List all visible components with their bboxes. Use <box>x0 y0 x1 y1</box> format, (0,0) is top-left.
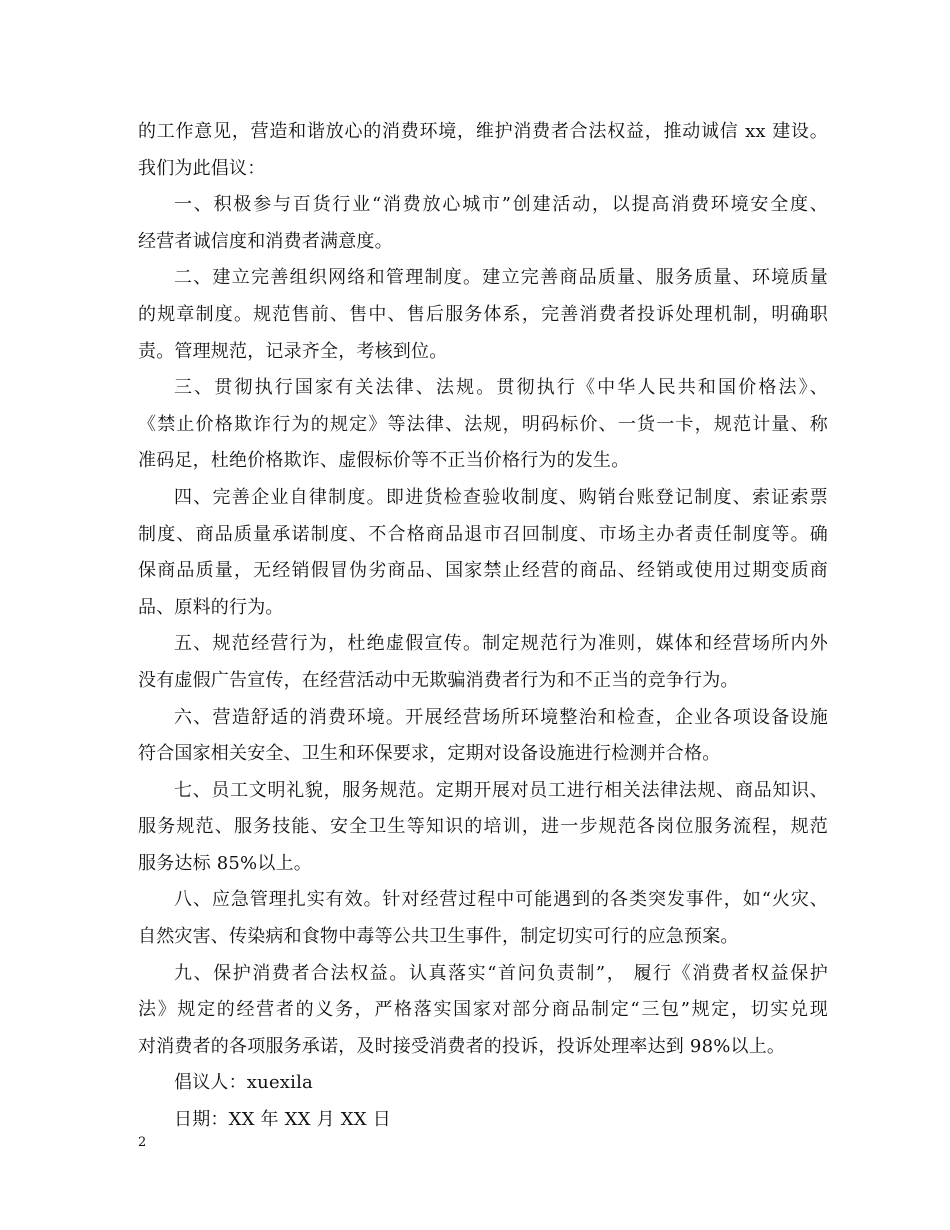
proposer-line: 倡议人：xuexila <box>174 1072 313 1094</box>
text-line: 服务规范、服务技能、安全卫生等知识的培训，进一步规范各岗位服务流程，规范 <box>138 816 828 838</box>
text-line: 三、贯彻执行国家有关法律、法规。贯彻执行《中华人民共和国价格法》、 <box>174 377 828 399</box>
text-line: 的规章制度。规范售前、售中、售后服务体系，完善消费者投诉处理机制，明确职 <box>138 303 828 325</box>
text-line: 八、应急管理扎实有效。针对经营过程中可能遇到的各类突发事件，如“火灾、 <box>174 889 828 911</box>
page-number: 2 <box>138 1135 147 1150</box>
text-line: 二、建立完善组织网络和管理制度。建立完善商品质量、服务质量、环境质量 <box>174 267 828 289</box>
text-line: 制度、商品质量承诺制度、不合格商品退市召回制度、市场主办者责任制度等。确 <box>138 523 828 545</box>
text-line: 一、积极参与百货行业“消费放心城市”创建活动，以提高消费环境安全度、 <box>174 194 828 216</box>
text-line: 经营者诚信度和消费者满意度。 <box>138 230 393 252</box>
text-line: 准码足，杜绝价格欺诈、虚假标价等不正当价格行为的发生。 <box>138 450 630 472</box>
text-line: 九、保护消费者合法权益。认真落实“首问负责制”， 履行《消费者权益保护 <box>174 962 828 984</box>
text-line: 品、原料的行为。 <box>138 596 284 618</box>
text-line: 没有虚假广告宣传，在经营活动中无欺骗消费者行为和不正当的竞争行为。 <box>138 669 739 691</box>
document-body <box>138 114 828 1139</box>
text-line: 保商品质量，无经销假冒伪劣商品、国家禁止经营的商品、经销或使用过期变质商 <box>138 560 828 582</box>
date-line: 日期：XX 年 XX 月 XX 日 <box>174 1109 391 1131</box>
text-line: 六、营造舒适的消费环境。开展经营场所环境整治和检查，企业各项设备设施 <box>174 706 828 728</box>
text-line: 《禁止价格欺诈行为的规定》等法律、法规，明码标价、一货一卡，规范计量、称 <box>138 413 828 435</box>
text-line: 服务达标 85%以上。 <box>138 852 312 874</box>
text-line: 责。管理规范，记录齐全，考核到位。 <box>138 340 448 362</box>
text-line: 法》规定的经营者的义务，严格落实国家对部分商品制定“三包”规定，切实兑现 <box>138 999 828 1021</box>
text-line: 五、规范经营行为，杜绝虚假宣传。制定规范行为准则，媒体和经营场所内外 <box>174 633 828 655</box>
text-line: 的工作意见，营造和谐放心的消费环境，维护消费者合法权益，推动诚信 xx 建设。 <box>138 121 828 142</box>
text-line: 七、员工文明礼貌，服务规范。定期开展对员工进行相关法律法规、商品知识、 <box>174 779 828 801</box>
text-line: 符合国家相关安全、卫生和环保要求，定期对设备设施进行检测并合格。 <box>138 743 721 765</box>
text-line: 我们为此倡议： <box>138 157 266 179</box>
text-line: 自然灾害、传染病和食物中毒等公共卫生事件，制定切实可行的应急预案。 <box>138 926 739 948</box>
text-line: 四、完善企业自律制度。即进货检查验收制度、购销台账登记制度、索证索票 <box>174 486 828 508</box>
text-line: 对消费者的各项服务承诺，及时接受消费者的投诉，投诉处理率达到 98%以上。 <box>138 1035 786 1057</box>
